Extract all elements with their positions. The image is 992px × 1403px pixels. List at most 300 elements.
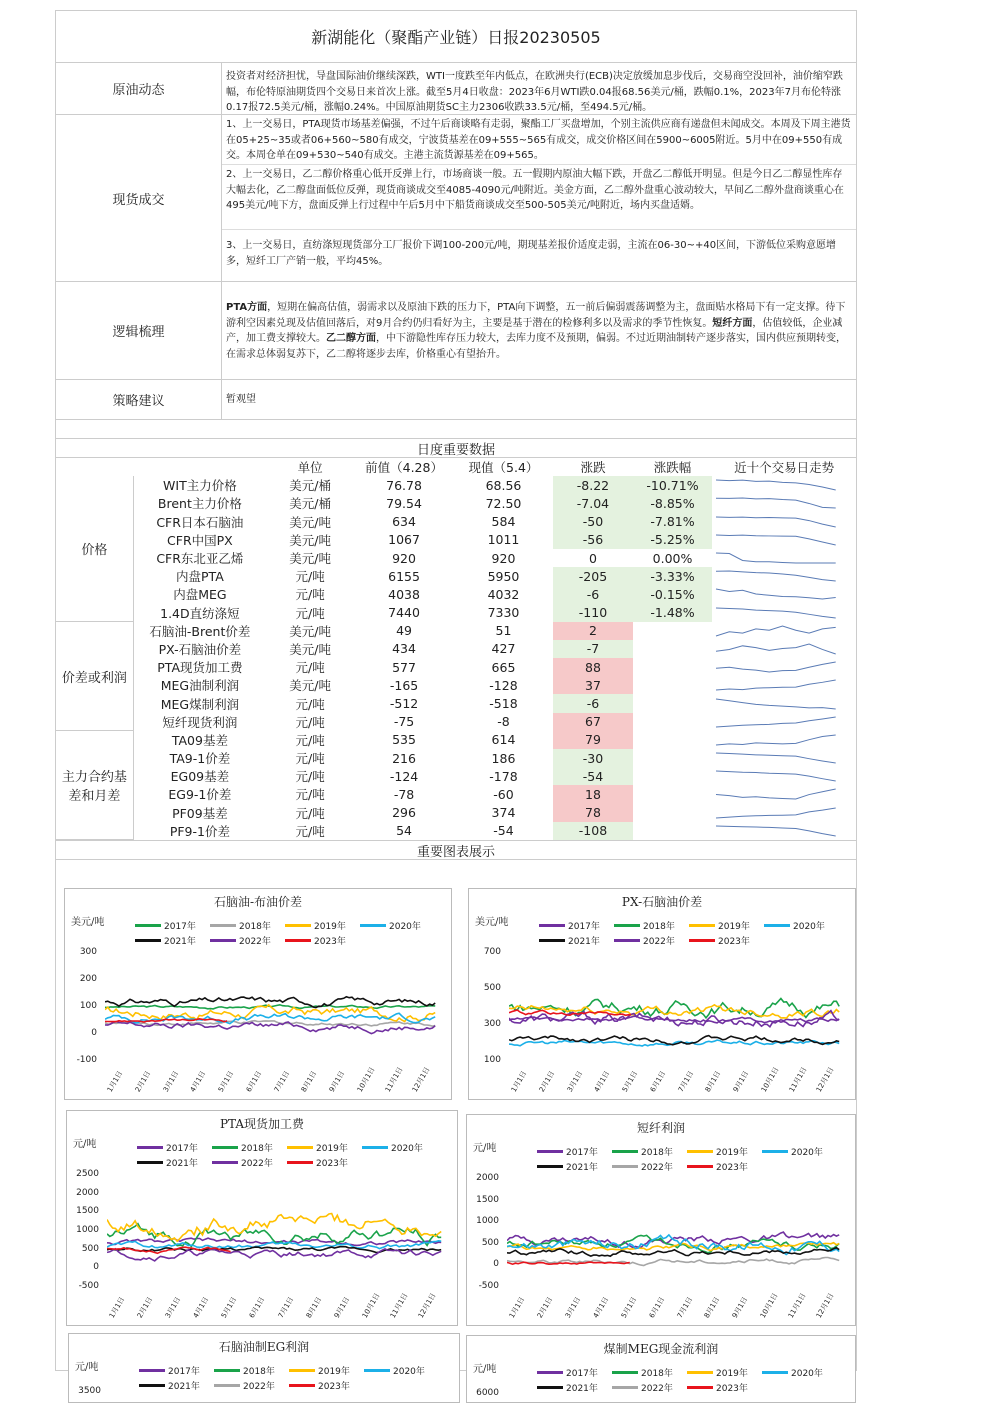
- x-tick-label: 12月1日: [416, 1291, 438, 1320]
- table-row: [56, 494, 856, 512]
- legend-swatch: [214, 1384, 240, 1387]
- cell-name: PX-石脑油价差: [158, 641, 242, 657]
- x-tick-label: 1月1日: [507, 1295, 527, 1320]
- x-tick-label: 11月1日: [388, 1291, 410, 1320]
- legend-item: [287, 1141, 362, 1154]
- trend-cell: [712, 585, 856, 603]
- cell-chg: 18: [553, 785, 633, 803]
- x-tick-label: 9月1日: [731, 1069, 751, 1094]
- table-row: [56, 640, 856, 658]
- sparkline-path: [716, 789, 836, 799]
- table-row: [56, 549, 856, 567]
- cell-prev: 535: [392, 732, 416, 748]
- chart-legend: [537, 1366, 837, 1394]
- chart-plot: [105, 953, 438, 1061]
- x-tick-label: 8月1日: [300, 1069, 319, 1094]
- x-tick-label: 11月1日: [383, 1065, 404, 1094]
- table-row: [56, 604, 856, 622]
- cell-curr: -178: [489, 768, 518, 784]
- y-tick-label: 0: [493, 1259, 499, 1270]
- table-row: [56, 585, 856, 603]
- cell-prev: 1067: [388, 532, 420, 548]
- chart-plot: [509, 953, 842, 1061]
- table-row: [56, 694, 856, 712]
- x-tick-label: 8月1日: [703, 1295, 722, 1320]
- sparkline: [712, 750, 840, 766]
- cell-unit: 美元/吨: [289, 514, 331, 530]
- table-row: [56, 531, 856, 549]
- legend-item: [210, 919, 285, 932]
- logic-meg-text: ，中下游隐性库存压力较大，去库力度不及预期，偏弱。不过近期油制转产逐步落实，国内供应预期转变，在需求总体弱复苏下，乙二醇将逐步去库，价格重心有望抬升。: [226, 333, 846, 360]
- sparkline-path: [716, 662, 836, 672]
- x-tick-label: 4月1日: [192, 1295, 211, 1320]
- legend-swatch: [687, 1371, 713, 1374]
- x-tick-label: 4月1日: [189, 1069, 208, 1094]
- header-trend: 近十个交易日走势: [734, 460, 835, 476]
- x-tick-label: 10月1日: [759, 1291, 780, 1320]
- legend-item: [212, 1156, 287, 1169]
- y-tick-label: 6000: [476, 1388, 499, 1398]
- header-unit: 单位: [297, 460, 323, 476]
- sparkline-path: [716, 498, 836, 508]
- logic-meg-head: 乙二醇方面: [326, 333, 376, 344]
- table-row: [56, 658, 856, 676]
- sparkline-path: [716, 517, 836, 527]
- cell-curr: 4032: [487, 586, 520, 602]
- legend-label: 2019年: [716, 1148, 748, 1158]
- chart-title: PTA现货加工费: [219, 1117, 305, 1131]
- cell-unit: 美元/桶: [289, 478, 331, 494]
- cell-prev: -75: [393, 714, 415, 730]
- cell-pct: [633, 658, 713, 676]
- cell-prev: 434: [392, 641, 416, 657]
- sparkline: [712, 568, 840, 584]
- spot-label: 现货成交: [56, 115, 222, 281]
- sparkline-path: [716, 571, 836, 581]
- y-tick-label: 1000: [76, 1225, 99, 1235]
- trend-cell: [712, 549, 856, 567]
- legend-swatch: [137, 1146, 163, 1149]
- cell-chg: -30: [553, 749, 633, 767]
- legend-swatch: [687, 1386, 713, 1389]
- trend-cell: [712, 785, 856, 803]
- legend-label: 2022年: [241, 1159, 273, 1169]
- legend-swatch: [135, 924, 161, 927]
- x-tick-label: 11月1日: [787, 1065, 808, 1094]
- cell-curr: 427: [491, 641, 516, 657]
- cell-name: 石脑油-Brent价差: [149, 623, 251, 639]
- legend-label: 2021年: [168, 1382, 200, 1392]
- cell-unit: 美元/吨: [289, 641, 331, 657]
- y-tick-label: 2000: [476, 1173, 499, 1183]
- spot-meg: 2、上一交易日，乙二醇价格重心低开反弹上行，市场商谈一般。五一假期内原油大幅下跌，开盘乙二醇低开明显。但是今日乙二醇显性库存大幅去化，乙二醇盘面低位反弹，现货商谈成交至4085-4090元/吨附近。美金方面，乙二醇外盘重心波动较大，早间乙二醇外盘商谈重心在495美元/吨下方，盘面反弹上行过程中午后5月中下船货商谈成交至500-505美元/吨附近，场内买盘适婿。: [222, 165, 856, 230]
- legend-label: 2023年: [314, 937, 346, 947]
- cell-unit: 元/吨: [295, 605, 325, 621]
- legend-label: 2017年: [166, 1144, 198, 1154]
- legend-label: 2023年: [316, 1159, 348, 1169]
- cell-unit: 元/吨: [295, 805, 325, 821]
- trend-cell: [712, 658, 856, 676]
- y-tick-label: -100: [76, 1055, 97, 1065]
- legend-item: [537, 1145, 612, 1158]
- cell-unit: 元/吨: [295, 787, 325, 803]
- legend-swatch: [360, 924, 386, 927]
- x-tick-label: 12月1日: [411, 1065, 432, 1094]
- legend-item: [285, 919, 360, 932]
- sparkline-path: [716, 589, 836, 599]
- cell-name: PF9-1价差: [169, 823, 230, 839]
- cell-curr: -8: [497, 714, 510, 730]
- legend-swatch: [537, 1371, 563, 1374]
- legend-label: 2020年: [791, 1148, 823, 1158]
- chart-legend: [537, 1145, 837, 1173]
- legend-label: 2019年: [316, 1144, 348, 1154]
- table-row: [56, 822, 856, 840]
- legend-item: [139, 1364, 214, 1377]
- cell-pct: 0.00%: [652, 550, 693, 566]
- sparkline: [712, 823, 840, 839]
- legend-label: 2023年: [716, 1163, 748, 1173]
- x-tick-label: 7月1日: [276, 1295, 295, 1320]
- legend-item: [537, 1160, 612, 1173]
- legend-swatch: [612, 1386, 638, 1389]
- y-tick-label: 500: [483, 983, 501, 993]
- x-tick-label: 6月1日: [244, 1069, 264, 1094]
- cell-pct: -7.81%: [633, 513, 713, 531]
- trend-cell: [712, 676, 856, 694]
- y-tick-label: 100: [483, 1055, 501, 1065]
- legend-swatch: [539, 924, 565, 927]
- x-tick-label: 8月1日: [704, 1069, 723, 1094]
- cell-chg: -50: [553, 513, 633, 531]
- sparkline: [712, 696, 840, 712]
- sparkline: [712, 659, 840, 675]
- legend-item: [289, 1379, 364, 1392]
- legend-label: 2022年: [641, 1163, 673, 1173]
- sparkline: [712, 586, 840, 602]
- cell-chg: -205: [553, 567, 633, 585]
- cell-pct: [633, 676, 713, 694]
- sparkline: [712, 677, 840, 693]
- cell-pct: [633, 622, 713, 640]
- legend-item: [614, 934, 689, 947]
- legend-swatch: [139, 1384, 165, 1387]
- trend-cell: [712, 749, 856, 767]
- sparkline-path: [716, 735, 836, 745]
- chart-2: [66, 1110, 458, 1326]
- cell-chg: 67: [553, 713, 633, 731]
- chart-5: [466, 1335, 856, 1403]
- cell-chg: 37: [553, 676, 633, 694]
- legend-label: 2020年: [389, 922, 421, 932]
- legend-label: 2023年: [716, 1384, 748, 1394]
- series-line: [105, 1013, 435, 1023]
- trend-cell: [712, 494, 856, 512]
- legend-swatch: [285, 924, 311, 927]
- report-title: 新湖能化（聚酯产业链）日报20230505: [56, 11, 856, 63]
- table-row: [56, 804, 856, 822]
- cell-prev: -512: [389, 696, 419, 712]
- legend-item: [537, 1366, 612, 1379]
- legend-swatch: [210, 924, 236, 927]
- cell-chg: -6: [553, 694, 633, 712]
- legend-item: [214, 1379, 289, 1392]
- chart-plot: [507, 1179, 842, 1287]
- logic-section: [56, 282, 856, 380]
- y-tick-label: 2000: [76, 1187, 99, 1198]
- cell-name: MEG油制利润: [160, 678, 240, 694]
- chart-unit: 元/吨: [473, 1364, 497, 1375]
- cell-chg: -110: [553, 604, 633, 622]
- legend-label: 2018年: [241, 1144, 273, 1154]
- x-tick-label: 9月1日: [327, 1069, 347, 1094]
- cell-unit: 元/吨: [295, 714, 325, 730]
- cell-prev: -124: [389, 768, 419, 784]
- legend-label: 2017年: [164, 922, 196, 932]
- legend-swatch: [139, 1369, 165, 1372]
- trend-cell: [712, 713, 856, 731]
- y-tick-label: 1500: [476, 1194, 499, 1205]
- cell-name: MEG煤制利润: [160, 696, 240, 712]
- legend-label: 2017年: [566, 1148, 598, 1158]
- cell-name: 1.4D直纺涤短: [160, 605, 240, 621]
- chart-title: 石脑油制EG利润: [218, 1340, 310, 1354]
- cell-prev: 54: [396, 823, 412, 839]
- sparkline-path: [716, 771, 836, 781]
- sparkline: [712, 641, 840, 657]
- cell-prev: 296: [392, 805, 416, 821]
- legend-label: 2021年: [568, 937, 600, 947]
- cell-prev: 79.54: [386, 495, 422, 511]
- cell-pct: [633, 694, 713, 712]
- cell-curr: 614: [491, 732, 516, 748]
- legend-item: [689, 934, 764, 947]
- x-tick-label: 5月1日: [619, 1295, 638, 1320]
- cell-prev: 76.78: [386, 477, 422, 493]
- table-row: [56, 713, 856, 731]
- chart-0: [64, 888, 452, 1100]
- chart-legend: [539, 919, 839, 947]
- legend-item: [135, 934, 210, 947]
- cell-prev: 4038: [388, 586, 420, 602]
- x-tick-label: 7月1日: [676, 1069, 695, 1094]
- x-tick-label: 3月1日: [161, 1069, 180, 1094]
- cell-name: EG9-1价差: [168, 787, 232, 803]
- cell-pct: -0.15%: [633, 585, 713, 603]
- spot-body: [222, 115, 856, 281]
- chart-title: PX-石脑油价差: [621, 895, 703, 909]
- sparkline: [712, 495, 840, 511]
- legend-item: [364, 1364, 439, 1377]
- x-tick-label: 2月1日: [135, 1295, 155, 1320]
- trend-cell: [712, 567, 856, 585]
- group-label: 价格: [56, 476, 133, 622]
- cell-curr: 374: [491, 805, 516, 821]
- cell-curr: 920: [491, 550, 516, 566]
- cell-chg: 0: [589, 550, 597, 566]
- legend-label: 2018年: [239, 922, 271, 932]
- cell-unit: 元/吨: [295, 769, 325, 785]
- legend-item: [687, 1145, 762, 1158]
- legend-label: 2019年: [716, 1369, 748, 1379]
- sparkline-path: [716, 717, 836, 727]
- y-tick-label: 1000: [476, 1216, 499, 1227]
- spot-section: [56, 115, 856, 282]
- table-row: [56, 749, 856, 767]
- cell-name: PTA现货加工费: [157, 660, 243, 676]
- legend-item: [137, 1156, 212, 1169]
- cell-pct: [633, 804, 713, 822]
- chart-plot: [107, 1175, 444, 1287]
- group-label: 价差或利润: [56, 622, 133, 731]
- legend-item: [210, 934, 285, 947]
- x-tick-label: 8月1日: [304, 1295, 323, 1320]
- legend-label: 2021年: [566, 1384, 598, 1394]
- legend-item: [289, 1364, 364, 1377]
- legend-item: [539, 934, 614, 947]
- cell-unit: 美元/吨: [289, 623, 331, 639]
- legend-swatch: [614, 924, 640, 927]
- cell-name: Brent主力价格: [157, 496, 242, 512]
- chart-1: [468, 888, 856, 1100]
- spot-pf: 3、上一交易日，直纺涤短现货部分工厂报价下调100-200元/吨，期现基差报价适度走弱，主流在06-30~+40区间，下游低位采购意愿增多，短纤工厂产销一般，平均45%。: [226, 240, 837, 267]
- cell-chg: -56: [553, 531, 633, 549]
- sparkline: [712, 732, 840, 748]
- legend-swatch: [614, 939, 640, 942]
- cell-chg: 88: [553, 658, 633, 676]
- cell-chg: -108: [553, 822, 633, 840]
- sparkline: [712, 605, 840, 621]
- table-row: [56, 731, 856, 749]
- trend-cell: [712, 604, 856, 622]
- chart-3: [466, 1114, 856, 1326]
- logic-label: 逻辑梳理: [56, 282, 222, 379]
- legend-item: [612, 1145, 687, 1158]
- trend-cell: [712, 767, 856, 785]
- x-tick-label: 6月1日: [647, 1295, 666, 1320]
- x-tick-label: 2月1日: [133, 1069, 153, 1094]
- legend-item: [687, 1160, 762, 1173]
- legend-swatch: [137, 1161, 163, 1164]
- legend-swatch: [289, 1369, 315, 1372]
- y-tick-label: 300: [483, 1019, 501, 1029]
- trend-cell: [712, 731, 856, 749]
- spot-pta: 1、上一交易日，PTA现货市场基差偏强，不过午后商谈略有走弱，聚酯工厂买盘增加，个别主流供应商有递盘但未闻成交。本周及下周主港货在05+25~35或者06+560~580有成交，宁波货基差在09+555~565有成交，成交价格区间在5900~6005附近。5月中在09+550有成交。本周仓单在09+530~540有成交。主港主流货源基差在09+565。: [222, 115, 856, 165]
- y-tick-label: 2500: [76, 1169, 99, 1179]
- cell-name: 短纤现货利润: [162, 714, 238, 730]
- series-line: [105, 1019, 227, 1022]
- legend-swatch: [214, 1369, 240, 1372]
- legend-item: [135, 919, 210, 932]
- legend-swatch: [537, 1150, 563, 1153]
- legend-label: 2022年: [641, 1384, 673, 1394]
- legend-label: 2020年: [391, 1144, 423, 1154]
- cell-curr: -518: [489, 696, 518, 712]
- series-line: [509, 1005, 839, 1018]
- cell-chg: -7: [553, 640, 633, 658]
- x-tick-label: 6月1日: [248, 1295, 267, 1320]
- cell-unit: 元/吨: [295, 660, 325, 676]
- legend-swatch: [212, 1161, 238, 1164]
- cell-prev: 920: [392, 550, 416, 566]
- sparkline-path: [716, 753, 836, 763]
- chart-title: 短纤利润: [636, 1121, 685, 1135]
- cell-chg: -54: [553, 767, 633, 785]
- y-tick-label: 500: [81, 1243, 99, 1254]
- header-pct: 涨跌幅: [653, 460, 692, 476]
- cell-unit: 元/吨: [295, 823, 325, 839]
- sparkline-path: [716, 699, 836, 709]
- cell-name: EG09基差: [170, 769, 230, 785]
- chart-unit: 元/吨: [473, 1143, 497, 1154]
- legend-item: [612, 1381, 687, 1394]
- legend-label: 2019年: [314, 922, 346, 932]
- trend-cell: [712, 822, 856, 840]
- series-line: [107, 1214, 441, 1242]
- x-tick-label: 12月1日: [815, 1065, 836, 1094]
- cell-curr: 72.50: [485, 495, 522, 511]
- x-tick-label: 3月1日: [563, 1295, 583, 1320]
- legend-swatch: [762, 1150, 788, 1153]
- logic-pta-head: PTA方面: [226, 302, 268, 313]
- legend-label: 2018年: [641, 1369, 673, 1379]
- legend-item: [360, 919, 435, 932]
- cell-curr: 665: [491, 659, 516, 675]
- cell-chg: -8.22: [553, 476, 633, 494]
- legend-swatch: [764, 924, 790, 927]
- x-tick-label: 6月1日: [648, 1069, 668, 1094]
- cell-pct: -10.71%: [633, 476, 713, 494]
- cell-name: TA9-1价差: [169, 751, 231, 767]
- legend-swatch: [287, 1146, 313, 1149]
- y-tick-label: 0: [93, 1262, 99, 1273]
- sparkline-path: [716, 626, 836, 636]
- cell-pct: -5.25%: [633, 531, 713, 549]
- cell-unit: 美元/吨: [289, 551, 331, 567]
- y-tick-label: 1500: [76, 1206, 99, 1217]
- x-tick-label: 4月1日: [591, 1295, 611, 1320]
- table-row: [56, 513, 856, 531]
- x-tick-label: 4月1日: [593, 1069, 612, 1094]
- logic-pta-text: ，短期在偏高估值，弱需求以及原油下跌的压力下，PTA向下调整，五一前后偏弱震荡调整为主，盘面贴水格局下有一定支撑。待下游利空因素兑现及估值回落后，对9月合约仍归看好为主，主要是基于潜在的检修利多以及需求的季节性恢复。: [226, 302, 846, 329]
- cell-prev: -78: [393, 786, 415, 802]
- x-tick-label: 3月1日: [164, 1295, 183, 1320]
- legend-label: 2017年: [168, 1367, 200, 1377]
- legend-label: 2021年: [566, 1163, 598, 1173]
- cell-chg: 79: [553, 731, 633, 749]
- cell-pct: [633, 767, 713, 785]
- legend-label: 2018年: [641, 1148, 673, 1158]
- legend-label: 2020年: [393, 1367, 425, 1377]
- chart-unit: 元/吨: [75, 1362, 99, 1373]
- legend-label: 2023年: [718, 937, 750, 947]
- legend-swatch: [364, 1369, 390, 1372]
- legend-item: [362, 1141, 437, 1154]
- sparkline-path: [716, 680, 836, 690]
- y-tick-label: 500: [481, 1237, 499, 1248]
- header-curr: 现值（5.4）: [468, 460, 539, 476]
- cell-curr: 186: [491, 750, 516, 766]
- sparkline: [712, 714, 840, 730]
- cell-unit: 美元/吨: [289, 532, 331, 548]
- legend-swatch: [537, 1165, 563, 1168]
- cell-prev: 6155: [388, 568, 420, 584]
- sparkline-path: [716, 480, 836, 490]
- sparkline: [712, 532, 840, 548]
- legend-item: [537, 1381, 612, 1394]
- cell-name: 内盘PTA: [176, 569, 224, 585]
- cell-chg: 78: [553, 804, 633, 822]
